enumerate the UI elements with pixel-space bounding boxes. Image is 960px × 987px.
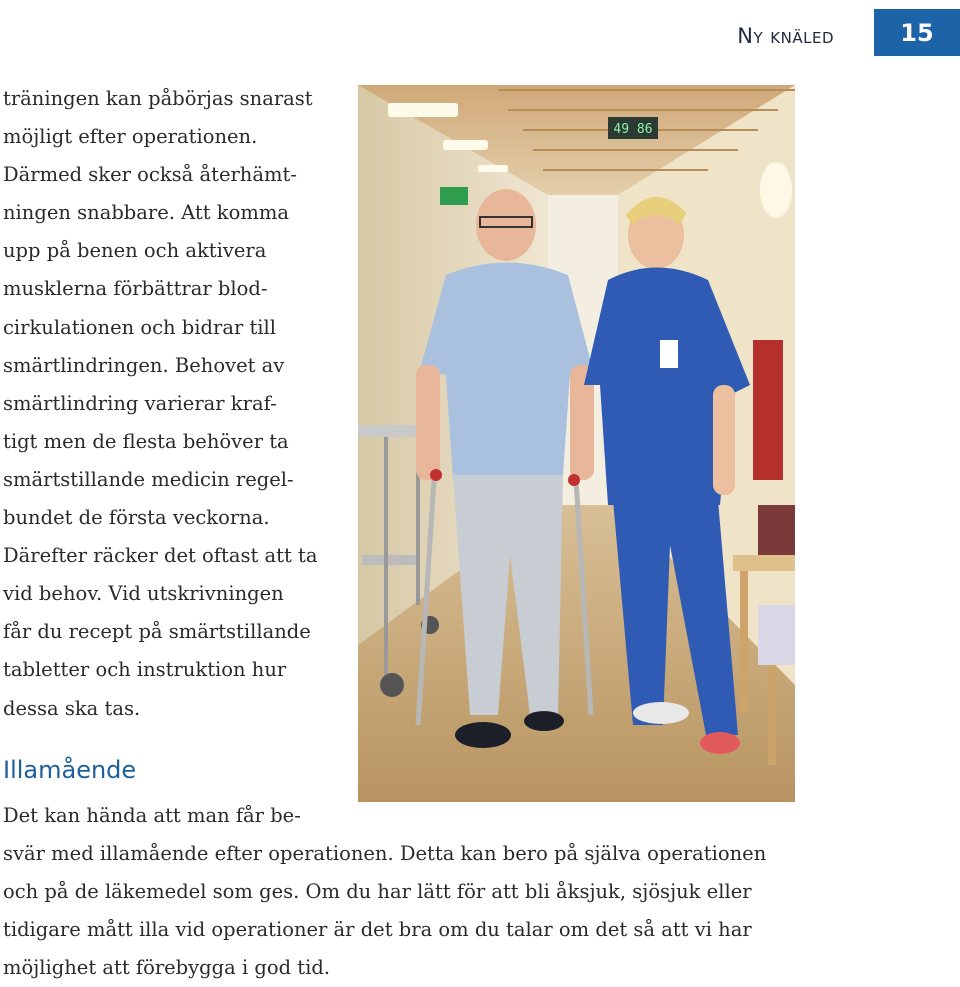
section-intro (3, 797, 353, 835)
photo-illustration (358, 85, 795, 802)
running-header (700, 18, 870, 54)
text-line: möjlighet att förebygga i god tid. (3, 956, 331, 980)
text-line: får du recept på smärtstillande (3, 620, 311, 644)
page-number: 15 (900, 18, 934, 47)
text-line: ningen snabbare. Att komma (3, 201, 289, 225)
chapter-title: Ny knäled (737, 24, 834, 48)
text-line: svär med illamående efter operationen. Detta kan bero på själva operationen (3, 842, 767, 865)
text-line: smärtstillande medicin regel- (3, 467, 294, 491)
section-paragraph (3, 835, 803, 987)
text-line: möjligt efter operationen. (3, 125, 258, 149)
body-column (3, 80, 353, 728)
text-line: cirkulationen och bidrar till (3, 315, 277, 339)
text-line: Därmed sker också återhämt- (3, 163, 297, 187)
ceiling-light (388, 103, 458, 117)
text-line: träningen kan påbörjas snarast (3, 87, 313, 110)
wall-lamp (760, 162, 792, 218)
text-line: och på de läkemedel som ges. Om du har lätt för att bli åksjuk, sjösjuk eller (3, 880, 752, 904)
text-line: dessa ska tas. (3, 696, 141, 720)
exit-sign (440, 187, 468, 205)
text-line: smärtlindringen. Behovet av (3, 353, 285, 377)
text-line: musklerna förbättrar blod- (3, 277, 268, 301)
ceiling-light (478, 165, 508, 172)
hospital-corridor-photo (358, 85, 795, 802)
page-number-badge (874, 9, 960, 56)
ceiling-light (443, 140, 488, 150)
text-line: Det kan hända att man får be- (3, 804, 301, 827)
text-line: bundet de första veckorna. (3, 506, 270, 530)
hanging-coats (753, 340, 783, 480)
text-line: tabletter och instruktion hur (3, 658, 287, 682)
text-line: tigt men de flesta behöver ta (3, 429, 289, 453)
section-heading: Illamående (3, 756, 137, 784)
text-line: vid behov. Vid utskrivningen (3, 582, 284, 606)
text-line: Därefter räcker det oftast att ta (3, 544, 318, 568)
text-line: tidigare mått illa vid operationer är det bra om du talar om det så att vi har (3, 918, 752, 942)
text-line: smärtlindring varierar kraf- (3, 391, 277, 415)
sign-text: 49 86 (613, 122, 653, 137)
text-line: upp på benen och aktivera (3, 239, 267, 263)
